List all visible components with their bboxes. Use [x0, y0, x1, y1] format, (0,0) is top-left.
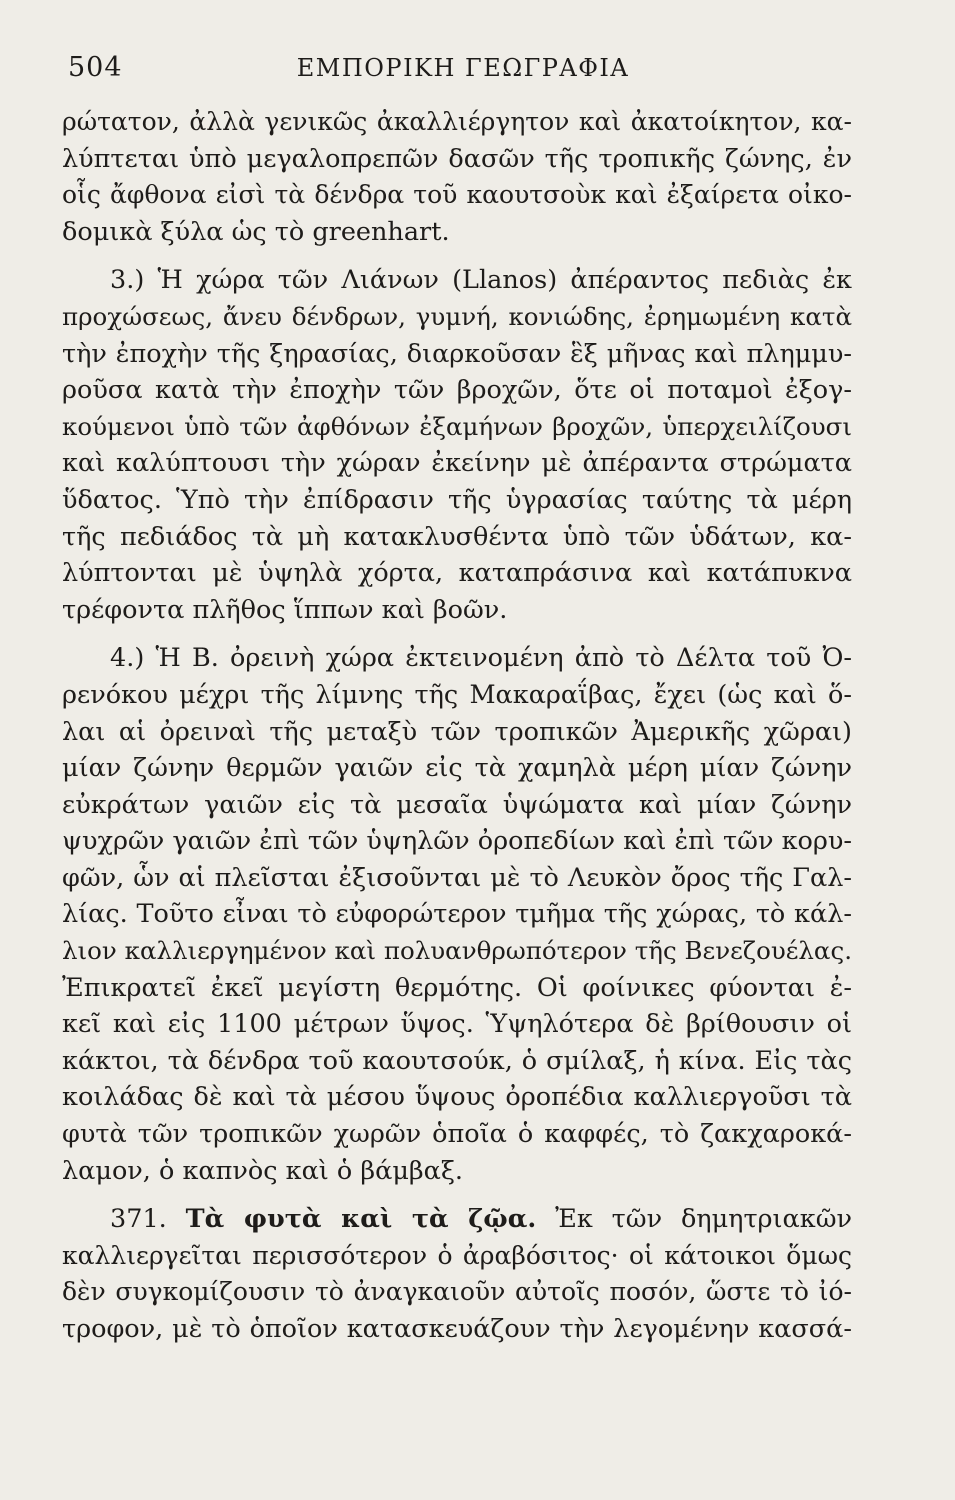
section-title: Τὰ φυτὰ καὶ τὰ ζῷα.: [185, 1204, 537, 1235]
section-first-line: [62, 1201, 852, 1238]
text-line: τρέφοντα πλῆθος ἵππων καὶ βοῶν.: [62, 594, 508, 625]
text-line: λαμον, ὁ καπνὸς καὶ ὁ βάμβαξ.: [62, 1155, 464, 1186]
text-line: κάκτοι, τὰ δένδρα τοῦ καουτσούκ, ὁ σμίλαξ, ἡ κίνα. Εἰς τὰς: [62, 1045, 852, 1076]
text-line: δὲν συγκομίζουσιν τὸ ἀναγκαιοῦν αὐτοῖς ποσόν, ὥστε τὸ ἰό-: [62, 1277, 852, 1307]
text-line: τὴν ἐποχὴν τῆς ξηρασίας, διαρκοῦσαν ἓξ μῆνας καὶ πλημμυ-: [62, 338, 852, 369]
paragraph-gap: [62, 1189, 852, 1201]
text-line: ρενόκου μέχρι τῆς λίμνης τῆς Μακαραΐβας, ἔχει (ὡς καὶ ὅ-: [62, 679, 852, 710]
text-line: καλλιεργεῖται περισσότερον ὁ ἀραβόσιτος· οἱ κάτοικοι ὅμως: [62, 1240, 852, 1270]
text-line: κούμενοι ὑπὸ τῶν ἀφθόνων ἐξαμήνων βροχῶν, ὑπερχειλίζουσι: [62, 411, 852, 441]
body-text: [62, 104, 852, 1348]
text-line: ὕδατος. Ὑπὸ τὴν ἐπίδρασιν τῆς ὑγρασίας ταύτης τὰ μέρη: [62, 484, 852, 515]
text-line: ψυχρῶν γαιῶν ἐπὶ τῶν ὑψηλῶν ὀροπεδίων καὶ ἐπὶ τῶν κορυ-: [62, 826, 852, 857]
text-line: κοιλάδας δὲ καὶ τὰ μέσου ὕψους ὀροπέδια καλλιεργοῦσι τὰ: [62, 1082, 852, 1113]
page-number: 504: [68, 52, 123, 83]
text-line: ρώτατον, ἀλλὰ γενικῶς ἀκαλλιέργητον καὶ ἀκατοίκητον, κα-: [62, 107, 852, 136]
text-line: καὶ καλύπτουσι τὴν χώραν ἐκείνην μὲ ἀπέραντα στρώματα: [62, 448, 852, 479]
text-line: φῶν, ὧν αἱ πλεῖσται ἐξισοῦνται μὲ τὸ Λευκὸν ὄρος τῆς Γαλ-: [62, 862, 852, 893]
section-number: 371.: [110, 1204, 167, 1235]
text-line: Ἐπικρατεῖ ἐκεῖ μεγίστη θερμότης. Οἱ φοίνικες φύονται ἐ-: [62, 972, 852, 1003]
text-line: λύπτονται μὲ ὑψηλὰ χόρτα, καταπράσινα καὶ κατάπυκνα: [62, 558, 852, 589]
page-header: [68, 52, 858, 96]
text-line: τῆς πεδιάδος τὰ μὴ κατακλυσθέντα ὑπὸ τῶν ὑδάτων, κα-: [62, 521, 852, 552]
text-line: λύπτεται ὑπὸ μεγαλοπρεπῶν δασῶν τῆς τροπικῆς ζώνης, ἐν: [62, 143, 852, 174]
text-line: φυτὰ τῶν τροπικῶν χωρῶν ὁποῖα ὁ καφφές, τὸ ζακχαροκά-: [62, 1119, 852, 1150]
text-line: δομικὰ ξύλα ὡς τὸ greenhart.: [62, 216, 450, 247]
section-first-line-text: Ἐκ τῶν δημητριακῶν: [555, 1204, 852, 1235]
text-line: οἷς ἄφθονα εἰσὶ τὰ δένδρα τοῦ καουτσοὺκ καὶ ἐξαίρετα οἰκο-: [62, 180, 852, 210]
text-line: λιον καλλιεργημένον καὶ πολυανθρωπότερον τῆς Βενεζουέλας.: [62, 936, 852, 966]
text-line: 4.) Ἡ Β. ὀρεινὴ χώρα ἐκτεινομένη ἀπὸ τὸ Δέλτα τοῦ Ὀ-: [110, 643, 852, 674]
text-line: λίας. Τοῦτο εἶναι τὸ εὐφορώτερον τμῆμα τῆς χώρας, τὸ κάλ-: [62, 899, 852, 930]
text-line: 3.) Ἡ χώρα τῶν Λιάνων (Llanos) ἀπέραντος πεδιὰς ἐκ: [110, 265, 852, 296]
text-line: ροῦσα κατὰ τὴν ἐποχὴν τῶν βροχῶν, ὅτε οἱ ποταμοὶ ἐξογ-: [62, 375, 852, 406]
text-line: τροφον, μὲ τὸ ὁποῖον κατασκευάζουν τὴν λεγομένην κασσά-: [62, 1314, 852, 1344]
running-title: ΕΜΠΟΡΙΚΗ ΓΕΩΓΡΑΦΙΑ: [296, 54, 630, 82]
paragraph-gap: [62, 628, 852, 640]
text-line: εὐκράτων γαιῶν εἰς τὰ μεσαῖα ὑψώματα καὶ μίαν ζώνην: [62, 789, 852, 820]
text-line: κεῖ καὶ εἰς 1100 μέτρων ὕψος. Ὑψηλότερα δὲ βρίθουσιν οἱ: [62, 1009, 852, 1040]
text-line: προχώσεως, ἄνευ δένδρων, γυμνή, κονιώδης, ἐρημωμένη κατὰ: [62, 301, 852, 331]
text-line: μίαν ζώνην θερμῶν γαιῶν εἰς τὰ χαμηλὰ μέρη μίαν ζώνην: [62, 753, 852, 784]
paragraph-gap: [62, 250, 852, 262]
text-line: λαι αἱ ὀρειναὶ τῆς μεταξὺ τῶν τροπικῶν Ἀμερικῆς χῶραι): [62, 716, 852, 747]
